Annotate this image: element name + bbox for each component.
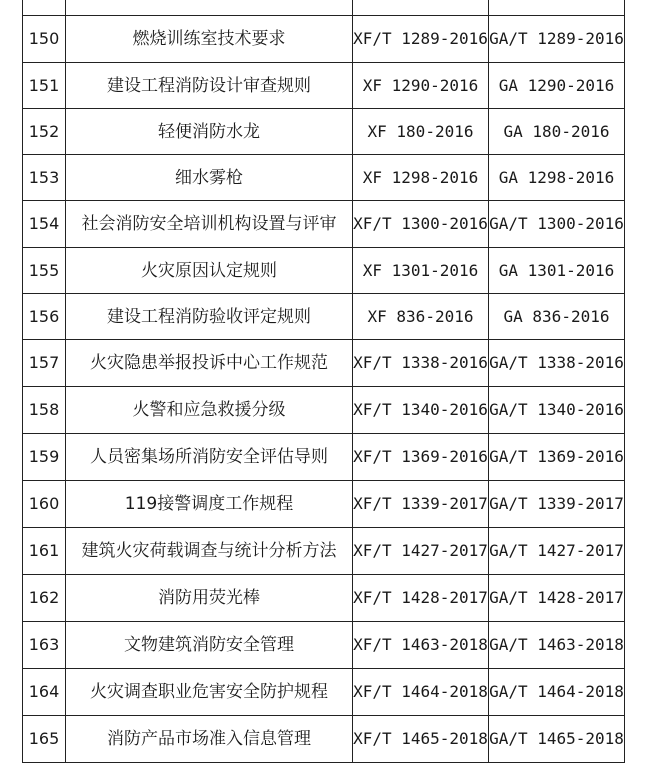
ga-standard-code: GA/T 1427-2017: [489, 528, 625, 575]
xf-standard-code: XF/T 1465-2018: [353, 716, 489, 763]
ga-standard-code: GA 1290-2016: [489, 63, 625, 109]
row-number: 160: [23, 481, 66, 528]
xf-standard-code: XF/T 1338-2016: [353, 340, 489, 387]
standard-name: 燃烧训练室技术要求: [66, 16, 353, 63]
row-number: 157: [23, 340, 66, 387]
table-row: [23, 63, 625, 109]
row-number: 159: [23, 434, 66, 481]
table-row: [23, 248, 625, 294]
standard-name: 人员密集场所消防安全评估导则: [66, 434, 353, 481]
row-number: 156: [23, 294, 66, 340]
cell-partial: [353, 0, 489, 16]
row-number: 162: [23, 575, 66, 622]
ga-standard-code: GA 1301-2016: [489, 248, 625, 294]
xf-standard-code: XF 1298-2016: [353, 155, 489, 201]
xf-standard-code: XF/T 1369-2016: [353, 434, 489, 481]
table-row: [23, 716, 625, 763]
table-row: [23, 16, 625, 63]
xf-standard-code: XF 180-2016: [353, 109, 489, 155]
table-row: [23, 201, 625, 248]
standards-table-body: [23, 0, 625, 763]
xf-standard-code: XF 1290-2016: [353, 63, 489, 109]
ga-standard-code: GA/T 1339-2017: [489, 481, 625, 528]
xf-standard-code: XF/T 1427-2017: [353, 528, 489, 575]
table-row: [23, 340, 625, 387]
row-number: 161: [23, 528, 66, 575]
row-number: 153: [23, 155, 66, 201]
ga-standard-code: GA/T 1428-2017: [489, 575, 625, 622]
row-number: 164: [23, 669, 66, 716]
table-row: [23, 481, 625, 528]
table-row: [23, 669, 625, 716]
row-number: 150: [23, 16, 66, 63]
table-row: [23, 155, 625, 201]
row-number: 163: [23, 622, 66, 669]
xf-standard-code: XF/T 1300-2016: [353, 201, 489, 248]
ga-standard-code: GA 1298-2016: [489, 155, 625, 201]
xf-standard-code: XF/T 1339-2017: [353, 481, 489, 528]
cell-partial: [66, 0, 353, 16]
standard-name: 火灾原因认定规则: [66, 248, 353, 294]
standard-name: 轻便消防水龙: [66, 109, 353, 155]
row-number: 158: [23, 387, 66, 434]
table-row: [23, 622, 625, 669]
table-row: [23, 575, 625, 622]
standard-name: 建设工程消防验收评定规则: [66, 294, 353, 340]
table-row: [23, 109, 625, 155]
standard-name: 文物建筑消防安全管理: [66, 622, 353, 669]
ga-standard-code: GA 836-2016: [489, 294, 625, 340]
ga-standard-code: GA/T 1289-2016: [489, 16, 625, 63]
standard-name: 119接警调度工作规程: [66, 481, 353, 528]
table-row: [23, 294, 625, 340]
row-number: 154: [23, 201, 66, 248]
xf-standard-code: XF/T 1289-2016: [353, 16, 489, 63]
row-number: 155: [23, 248, 66, 294]
xf-standard-code: XF/T 1428-2017: [353, 575, 489, 622]
ga-standard-code: GA/T 1338-2016: [489, 340, 625, 387]
table-row: [23, 387, 625, 434]
ga-standard-code: GA/T 1464-2018: [489, 669, 625, 716]
standard-name: 火灾隐患举报投诉中心工作规范: [66, 340, 353, 387]
standards-table: [22, 0, 625, 763]
xf-standard-code: XF/T 1464-2018: [353, 669, 489, 716]
standard-name: 火灾调查职业危害安全防护规程: [66, 669, 353, 716]
standard-name: 细水雾枪: [66, 155, 353, 201]
ga-standard-code: GA/T 1300-2016: [489, 201, 625, 248]
table-row-partial: [23, 0, 625, 16]
ga-standard-code: GA/T 1465-2018: [489, 716, 625, 763]
ga-standard-code: GA/T 1369-2016: [489, 434, 625, 481]
xf-standard-code: XF/T 1463-2018: [353, 622, 489, 669]
xf-standard-code: XF 836-2016: [353, 294, 489, 340]
cell-partial: [23, 0, 66, 16]
standard-name: 火警和应急救援分级: [66, 387, 353, 434]
standard-name: 消防产品市场准入信息管理: [66, 716, 353, 763]
cell-partial: [489, 0, 625, 16]
ga-standard-code: GA 180-2016: [489, 109, 625, 155]
table-row: [23, 528, 625, 575]
standard-name: 消防用荧光棒: [66, 575, 353, 622]
ga-standard-code: GA/T 1340-2016: [489, 387, 625, 434]
row-number: 151: [23, 63, 66, 109]
row-number: 152: [23, 109, 66, 155]
standard-name: 建设工程消防设计审查规则: [66, 63, 353, 109]
standard-name: 社会消防安全培训机构设置与评审: [66, 201, 353, 248]
row-number: 165: [23, 716, 66, 763]
xf-standard-code: XF 1301-2016: [353, 248, 489, 294]
ga-standard-code: GA/T 1463-2018: [489, 622, 625, 669]
standard-name: 建筑火灾荷载调查与统计分析方法: [66, 528, 353, 575]
xf-standard-code: XF/T 1340-2016: [353, 387, 489, 434]
table-row: [23, 434, 625, 481]
